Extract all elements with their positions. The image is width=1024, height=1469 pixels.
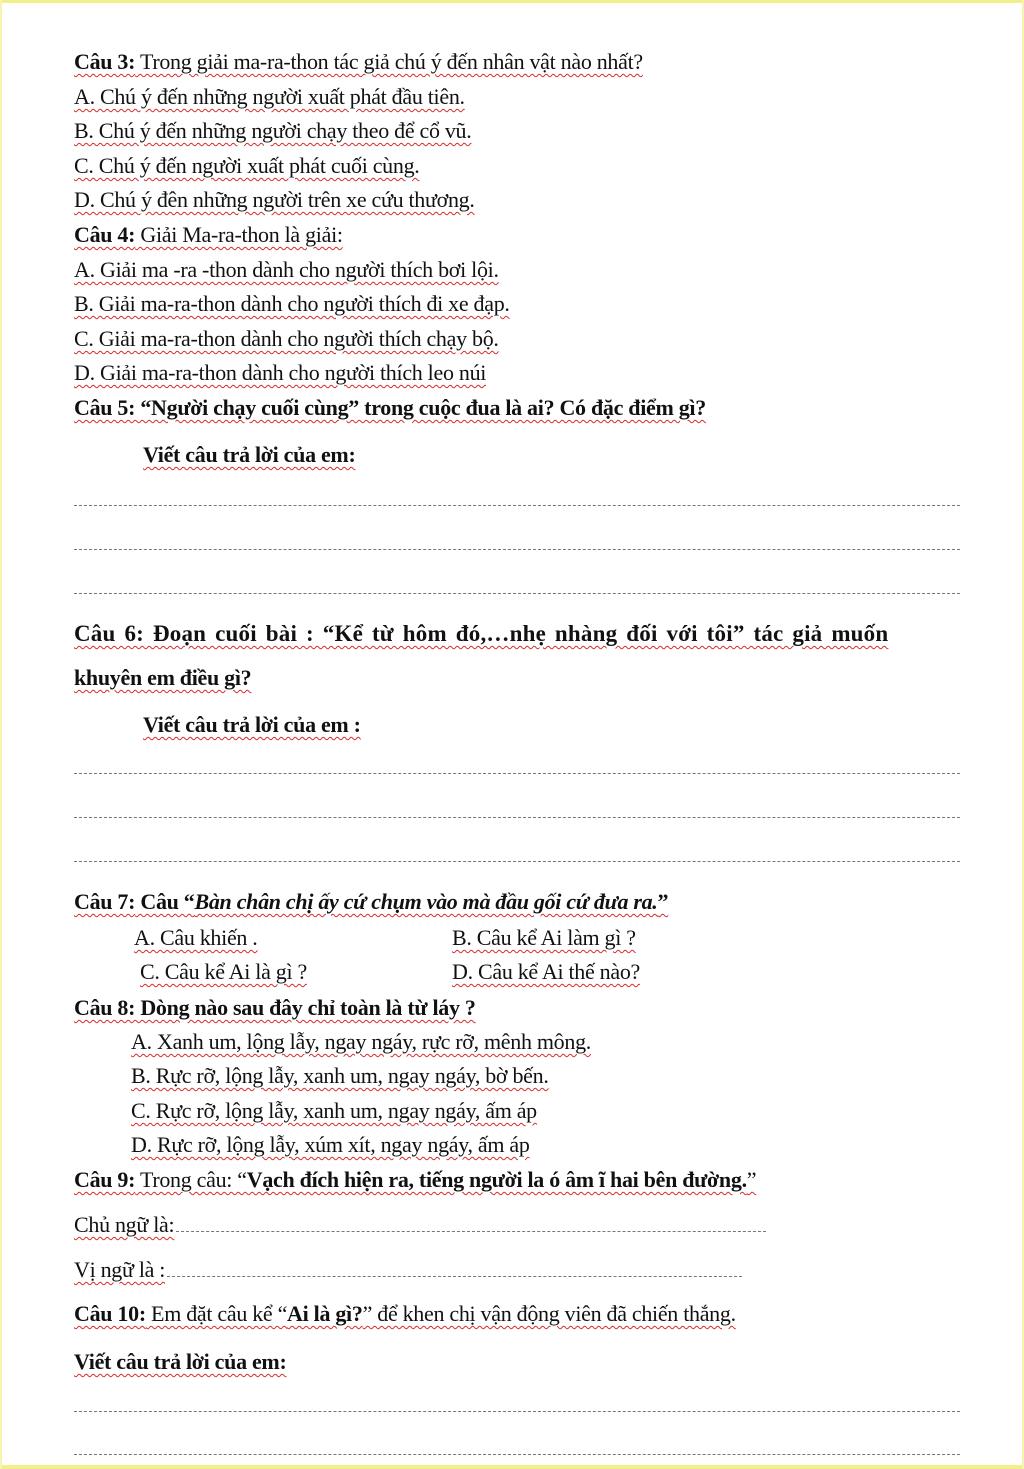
question-10-answer-prompt: Viết câu trả lời của em: (74, 1349, 287, 1374)
question-7-option-a: A. Câu khiến . (134, 925, 258, 950)
question-7-heading: Câu 7: Câu “Bàn chân chị ấy cứ chụm vào mà đầu gối cứ đưa ra.” (74, 889, 669, 914)
question-3-label: Câu 3: (74, 49, 136, 74)
question-9-subject-label: Chủ ngữ là: (74, 1212, 175, 1237)
question-7-quote: Bàn chân chị ấy cứ chụm vào mà đầu gối cứ đưa ra. (194, 889, 658, 914)
question-6-heading-line-1: Câu 6: Đoạn cuối bài : “Kể từ hôm đó,…nhẹ nhàng đối với tôi” tác giả muốn (74, 621, 889, 646)
question-8-heading (74, 994, 476, 1022)
question-3-heading (74, 48, 643, 76)
question-10-label: Câu 10: (74, 1301, 146, 1326)
question-9-subject-row (74, 1211, 766, 1239)
question-7-option-c: C. Câu kể Ai là gì ? (140, 959, 307, 984)
question-5-text: Câu 5: “Người chạy cuối cùng” trong cuộc đua là ai? Có đặc điểm gì? (74, 395, 706, 420)
question-10-heading: Câu 10: Em đặt câu kể “Ai là gì?” để khen chị vận động viên đã chiến thắng. (74, 1301, 736, 1326)
question-4-option-d: D. Giải ma-ra-thon dành cho người thích leo núi (74, 360, 487, 385)
question-5-answer-prompt: Viết câu trả lời của em: (143, 442, 356, 467)
question-4-heading (74, 221, 343, 249)
question-4-option-a: A. Giải ma -ra -thon dành cho người thích bơi lội. (74, 257, 499, 282)
question-8-option-b: B. Rực rỡ, lộng lẫy, xanh um, ngay ngáy, bờ bến. (131, 1063, 549, 1088)
question-5-heading (74, 394, 706, 422)
question-6-answer-line-1[interactable] (74, 773, 960, 774)
question-3-option-d: D. Chú ý đên những người trên xe cứu thương. (74, 187, 475, 212)
question-9-heading: Câu 9: Trong câu: “Vạch đích hiện ra, tiếng người la ó âm ĩ hai bên đường.” (74, 1167, 757, 1192)
question-3-text: Trong giải ma-ra-thon tác giả chú ý đến nhân vật nào nhất? (135, 49, 643, 74)
question-10-answer-line-2[interactable] (74, 1454, 960, 1455)
question-5-answer-line-1[interactable] (74, 505, 960, 506)
question-6-answer-line-2[interactable] (74, 817, 960, 818)
question-6-heading-line-2: khuyên em điều gì? (74, 665, 252, 690)
question-9-label: Câu 9: (74, 1167, 136, 1192)
question-4-option-b: B. Giải ma-ra-thon dành cho người thích đi xe đạp. (74, 291, 510, 316)
question-7-label: Câu 7: (74, 889, 136, 914)
question-3-option-b: B. Chú ý đến những người chạy theo để cổ vũ. (74, 118, 472, 143)
question-4-option-c: C. Giải ma-ra-thon dành cho người thích chạy bộ. (74, 326, 499, 351)
page-left-border (0, 0, 2, 1469)
question-10-answer-line-1[interactable] (74, 1411, 960, 1412)
question-3-option-c: C. Chú ý đến người xuất phát cuối cùng. (74, 153, 420, 178)
question-10-quote: Ai là gì? (287, 1301, 363, 1326)
question-9-predicate-row (74, 1256, 742, 1284)
question-9-subject-answer-line[interactable] (176, 1231, 766, 1232)
question-8-option-d: D. Rực rỡ, lộng lẫy, xúm xít, ngay ngáy, ấm áp (131, 1132, 530, 1157)
question-6-answer-prompt: Viết câu trả lời của em : (143, 712, 361, 737)
question-3-option-a: A. Chú ý đến những người xuất phát đầu tiên. (74, 84, 465, 109)
question-4-text: Giải Ma-ra-thon là giải: (135, 222, 343, 247)
question-9-predicate-label: Vị ngữ là : (74, 1257, 166, 1282)
question-5-answer-line-3[interactable] (74, 593, 960, 594)
question-9-predicate-answer-line[interactable] (167, 1276, 742, 1277)
question-8-option-a: A. Xanh um, lộng lẫy, ngay ngáy, rực rỡ, mênh mông. (131, 1029, 591, 1054)
question-9-quote: Vạch đích hiện ra, tiếng người la ó âm ĩ hai bên đường. (246, 1167, 747, 1192)
question-7-option-d: D. Câu kể Ai thế nào? (452, 959, 640, 984)
question-8-option-c: C. Rực rỡ, lộng lẫy, xanh um, ngay ngáy, ấm áp (131, 1098, 537, 1123)
question-6-answer-line-3[interactable] (74, 861, 960, 862)
question-7-option-b: B. Câu kể Ai làm gì ? (452, 925, 636, 950)
page-bottom-border (0, 1465, 1024, 1469)
question-4-label: Câu 4: (74, 222, 136, 247)
question-8-text: Câu 8: Dòng nào sau đây chỉ toàn là từ láy ? (74, 995, 476, 1020)
page-top-border (0, 0, 1024, 3)
question-5-answer-line-2[interactable] (74, 549, 960, 550)
